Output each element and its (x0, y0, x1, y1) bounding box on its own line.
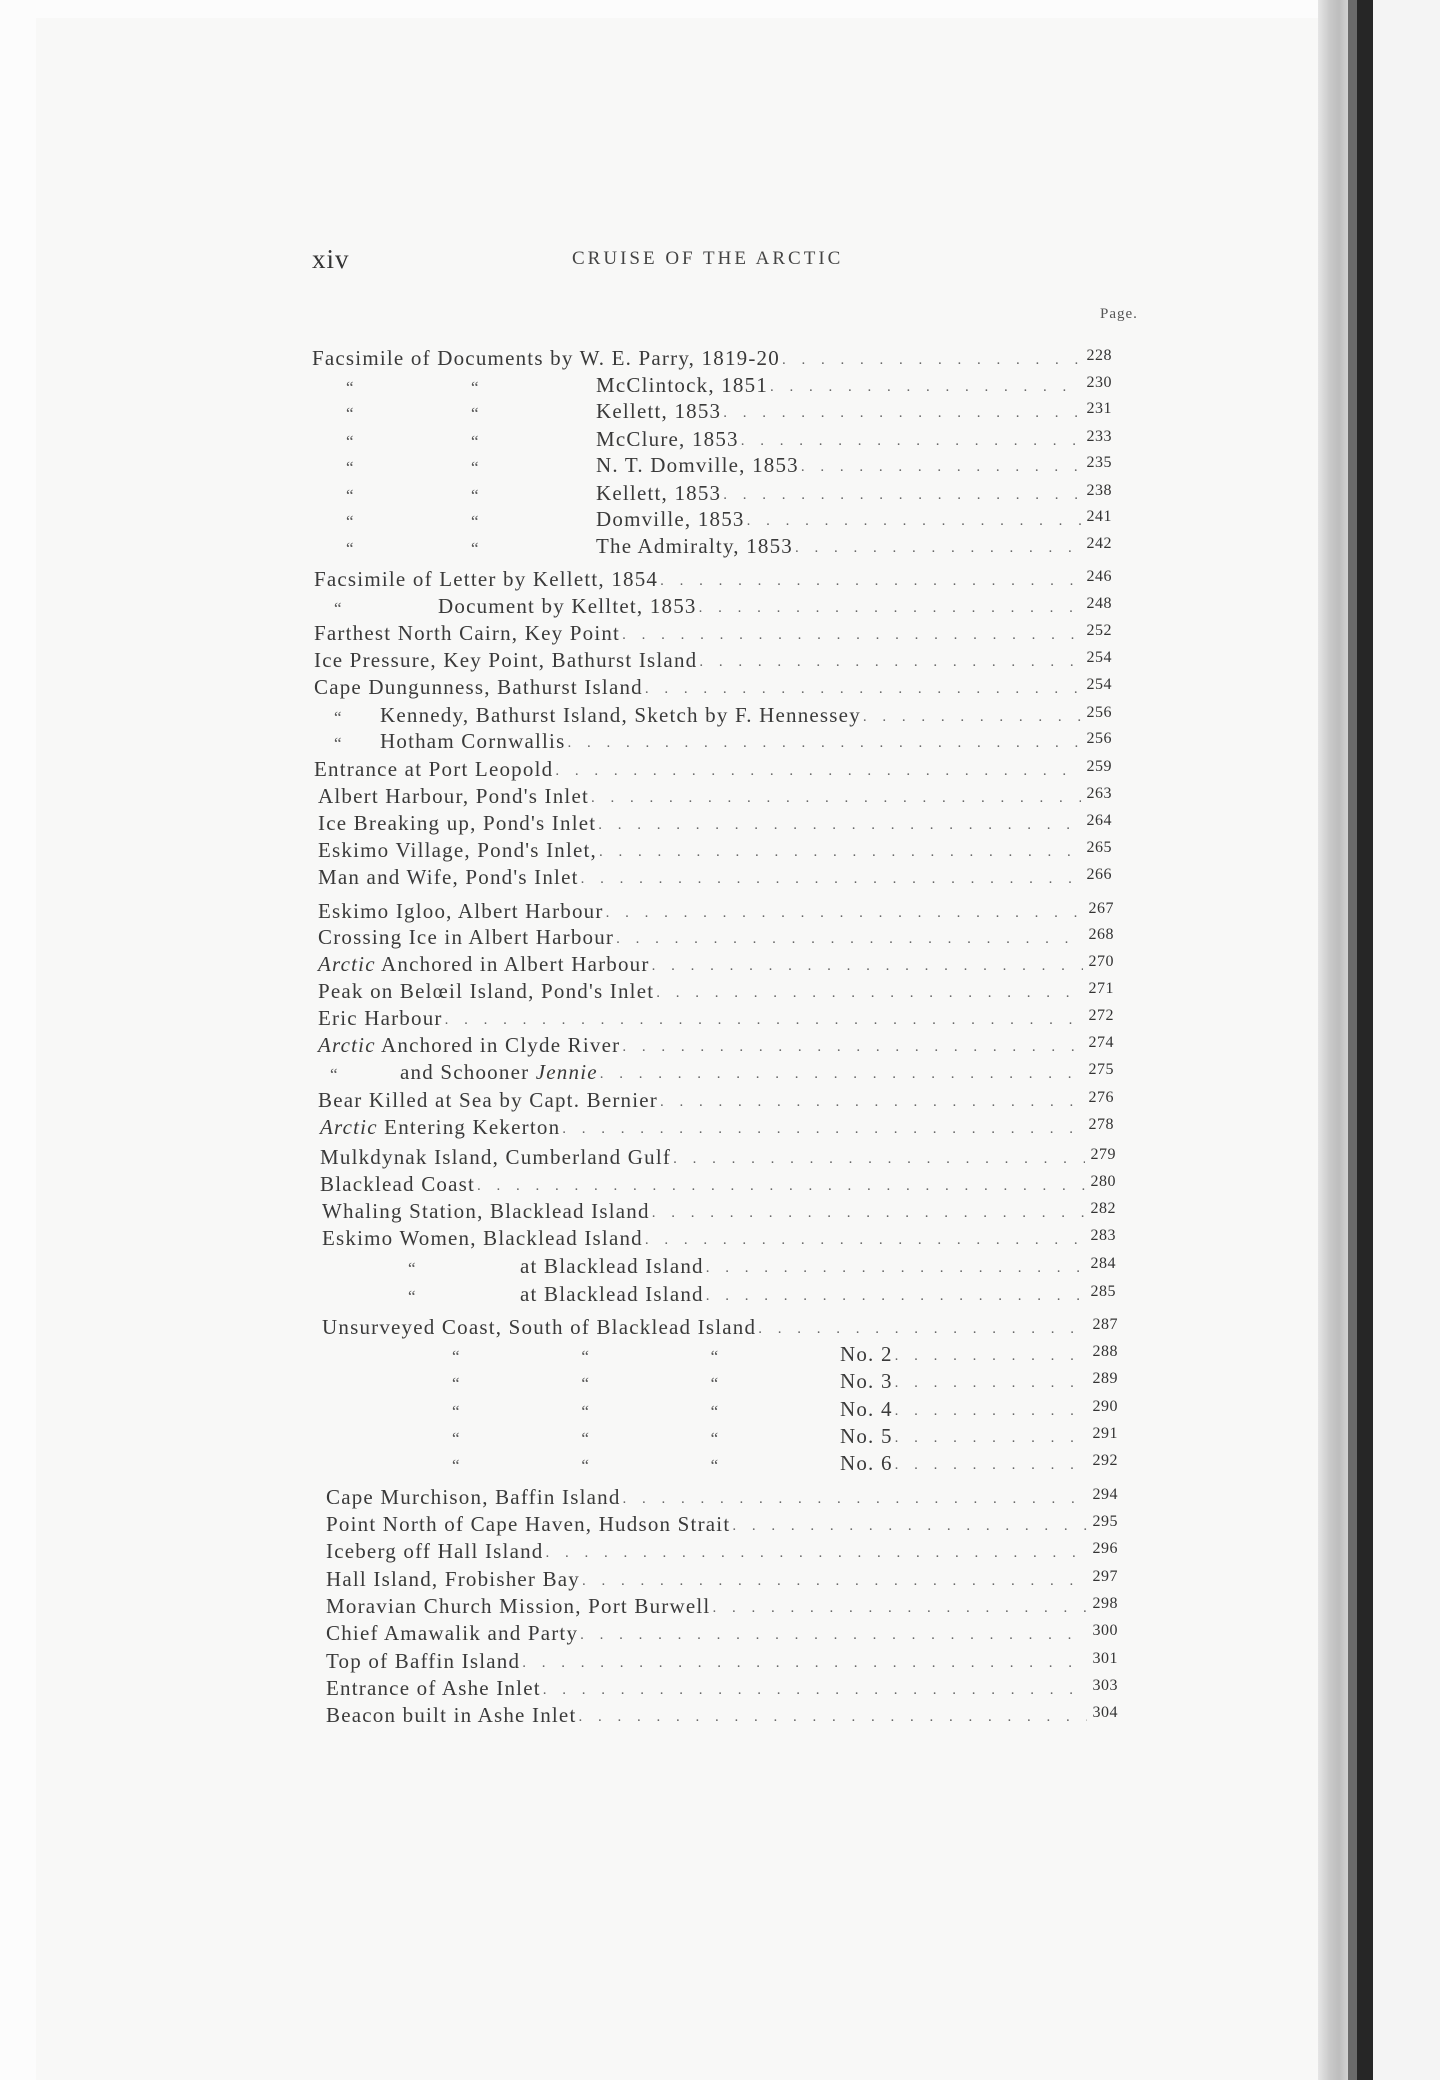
entry-title (400, 1060, 598, 1085)
dot-leader (616, 931, 1082, 950)
entry-title (326, 1567, 580, 1592)
dot-leader (795, 540, 1081, 559)
entry-title-text: No. 3 (839, 1369, 893, 1393)
entry-title-text: Kellett, 1853 (596, 399, 722, 423)
ditto-mark: “ (334, 599, 343, 618)
ditto-mark: “ (471, 458, 480, 477)
page-number: 235 (1086, 454, 1112, 471)
ditto-mark: “ (471, 539, 480, 558)
page-number: 268 (1088, 926, 1114, 943)
page-number: 282 (1090, 1200, 1116, 1217)
page-number: 254 (1086, 676, 1112, 693)
toc-entry (312, 345, 1112, 371)
toc-entry (318, 978, 1114, 1004)
ditto-mark: “ (346, 432, 355, 451)
page-number: 275 (1088, 1061, 1114, 1078)
toc-entry (326, 1538, 1118, 1564)
entry-title-text: Iceberg off Hall Island (326, 1539, 544, 1563)
toc-entry (318, 864, 1112, 890)
toc-entry (314, 674, 1112, 700)
ditto-mark: “ (346, 539, 355, 558)
page-folio: xiv (312, 244, 350, 274)
entry-title (326, 1594, 710, 1619)
page-number: 300 (1092, 1622, 1118, 1639)
entry-title-text: Kellett, 1853 (596, 481, 722, 505)
toc-entry (326, 1566, 1118, 1592)
dot-leader (567, 735, 1080, 754)
toc-entry (326, 1620, 1118, 1646)
toc-entry (330, 1059, 1114, 1085)
entry-title (314, 621, 620, 646)
entry-title-text: McClintock, 1851 (596, 373, 769, 397)
toc-entry (314, 566, 1112, 592)
toc-entry (322, 1198, 1116, 1224)
entry-title (596, 453, 799, 478)
entry-title-text: Ice Breaking up, Pond's Inlet (318, 811, 597, 835)
entry-title (318, 811, 596, 836)
entry-title-text: Entrance at Port Leopold (314, 757, 554, 781)
ditto-mark: “ (581, 1347, 591, 1366)
page-number: 242 (1086, 535, 1112, 552)
entry-title (596, 427, 739, 452)
ditto-mark: “ (581, 1402, 591, 1421)
toc-entry (346, 372, 1112, 398)
dot-leader (522, 1655, 1086, 1674)
page-number: 280 (1090, 1173, 1116, 1190)
ditto-mark: “ (452, 1374, 461, 1393)
entry-title-text: at Blacklead Island (520, 1254, 704, 1278)
toc-entry (318, 1087, 1114, 1113)
ditto-mark: “ (452, 1402, 461, 1421)
ship-name: Arctic (320, 1115, 378, 1139)
dot-leader (581, 871, 1081, 890)
entry-title-text: Chief Amawalik and Party (326, 1621, 579, 1645)
dot-leader (656, 985, 1082, 1004)
dot-leader (741, 433, 1081, 452)
ditto-mark: “ (334, 734, 343, 753)
entry-title (318, 838, 597, 863)
page-number: 294 (1092, 1486, 1118, 1503)
entry-title-text: Crossing Ice in Albert Harbour (318, 925, 615, 949)
dot-leader (895, 1457, 1087, 1476)
entry-title-text: Entrance of Ashe Inlet (326, 1676, 541, 1700)
dot-leader (622, 627, 1080, 646)
entry-title-text: Mulkdynak Island, Cumberland Gulf (320, 1145, 672, 1169)
entry-title (318, 952, 650, 977)
page-number: 278 (1088, 1116, 1114, 1133)
toc-entry (408, 1281, 1116, 1307)
entry-title (326, 1703, 577, 1728)
toc-entry (320, 1171, 1116, 1197)
page-number: 303 (1092, 1677, 1118, 1694)
entry-title (438, 594, 697, 619)
ditto-mark: “ (710, 1347, 720, 1366)
entry-title-text: Eskimo Village, Pond's Inlet, (318, 838, 598, 862)
entry-title-text: Document by Kelltet, 1853 (438, 594, 697, 618)
toc-entry (318, 924, 1114, 950)
dot-leader (660, 573, 1080, 592)
toc-entry (408, 1253, 1116, 1279)
dot-leader (801, 459, 1081, 478)
toc-entry (314, 620, 1112, 646)
entry-title-text: Anchored in Albert Harbour (375, 952, 650, 976)
entry-title-text: Man and Wife, Pond's Inlet (318, 865, 579, 889)
toc-entry (320, 1114, 1114, 1140)
toc-entry (318, 1005, 1114, 1031)
entry-title-text: Peak on Belœil Island, Pond's Inlet (318, 979, 655, 1003)
page-number: 296 (1092, 1540, 1118, 1557)
entry-title (318, 899, 604, 924)
entry-title-text: Kennedy, Bathurst Island, Sketch by F. Hennessey (380, 703, 861, 727)
dot-leader (712, 1600, 1086, 1619)
page-number: 228 (1086, 347, 1112, 364)
dot-leader (622, 1039, 1082, 1058)
entry-title (840, 1424, 893, 1449)
toc-entry (346, 480, 1112, 506)
page-number: 285 (1090, 1283, 1116, 1300)
ship-name: Arctic (318, 952, 376, 976)
page-number: 256 (1086, 730, 1112, 747)
binding-gutter (1357, 0, 1373, 2080)
entry-title (322, 1226, 643, 1251)
entry-title-text: Farthest North Cairn, Key Point (314, 621, 621, 645)
toc-entry (334, 702, 1112, 728)
entry-title-text: Domville, 1853 (596, 507, 745, 531)
entry-title (596, 534, 793, 559)
ditto-mark: “ (334, 708, 343, 727)
entry-title (326, 1621, 578, 1646)
running-title: CRUISE OF THE ARCTIC (572, 248, 844, 269)
page-number: 290 (1092, 1398, 1118, 1415)
page-number: 298 (1092, 1595, 1118, 1612)
dot-leader (477, 1178, 1084, 1197)
dot-leader (591, 790, 1081, 809)
dot-leader (723, 405, 1080, 424)
entry-title (380, 729, 565, 754)
toc-entry (318, 898, 1114, 924)
ditto-mark: “ (581, 1456, 591, 1475)
dot-leader (706, 1260, 1085, 1279)
ditto-mark: “ (452, 1347, 461, 1366)
page-number: 264 (1086, 812, 1112, 829)
entry-title (840, 1369, 893, 1394)
ditto-mark: “ (710, 1429, 720, 1448)
entry-title (326, 1485, 621, 1510)
entry-title (596, 507, 745, 532)
toc-entry (334, 593, 1112, 619)
toc-entry (334, 728, 1112, 754)
ditto-mark: “ (471, 404, 480, 423)
dot-leader (562, 1121, 1082, 1140)
dot-leader (623, 1491, 1087, 1510)
toc-entry (326, 1648, 1118, 1674)
entry-title (380, 703, 861, 728)
page-number: 241 (1086, 508, 1112, 525)
page-number: 238 (1086, 482, 1112, 499)
toc-entry (314, 647, 1112, 673)
entry-title (596, 481, 721, 506)
toc-entry (326, 1511, 1118, 1537)
page-number: 270 (1088, 953, 1114, 970)
dot-leader (652, 1205, 1085, 1224)
ditto-mark: “ (710, 1456, 720, 1475)
toc-entry (318, 1032, 1114, 1058)
ditto-mark: “ (471, 432, 480, 451)
entry-title-text: and Schooner (400, 1060, 536, 1084)
page-number: 284 (1090, 1255, 1116, 1272)
page-number: 267 (1088, 900, 1114, 917)
entry-title (596, 399, 721, 424)
entry-title-text: Blacklead Coast (320, 1172, 476, 1196)
dot-leader (580, 1627, 1086, 1646)
ditto-mark: “ (710, 1374, 720, 1393)
dot-leader (582, 1573, 1087, 1592)
dot-leader (706, 1288, 1085, 1307)
dot-leader (895, 1348, 1087, 1367)
toc-entry (326, 1484, 1118, 1510)
ditto-mark: “ (452, 1429, 461, 1448)
page-column-label: Page. (1100, 306, 1138, 322)
entry-title-text: Entering Kekerton (377, 1115, 561, 1139)
toc-entry (346, 452, 1112, 478)
entry-title (326, 1649, 520, 1674)
entry-title (322, 1315, 756, 1340)
ditto-mark: “ (346, 404, 355, 423)
entry-title (840, 1451, 893, 1476)
entry-title (840, 1342, 893, 1367)
dot-leader (598, 817, 1080, 836)
entry-title (320, 1172, 475, 1197)
entry-title-text: Eskimo Women, Blacklead Island (322, 1226, 643, 1250)
toc-entry (452, 1396, 1118, 1422)
dot-leader (645, 681, 1081, 700)
page-number: 295 (1092, 1513, 1118, 1530)
entry-title-text: Unsurveyed Coast, South of Blacklead Island (322, 1315, 757, 1339)
dot-leader (579, 1709, 1087, 1728)
dot-leader (895, 1375, 1087, 1394)
page-number: 246 (1086, 568, 1112, 585)
toc-entry (346, 506, 1112, 532)
toc-entry (322, 1314, 1118, 1340)
entry-title-text: Moravian Church Mission, Port Burwell (326, 1594, 711, 1618)
ship-name: Arctic (318, 1033, 376, 1057)
entry-title-text: Hotham Cornwallis (380, 729, 566, 753)
dot-leader (546, 1545, 1087, 1564)
entry-title-text: N. T. Domville, 1853 (596, 453, 799, 477)
entry-title-text: No. 6 (839, 1451, 893, 1475)
entry-title (326, 1512, 730, 1537)
dot-leader (660, 1094, 1083, 1113)
entry-title (314, 675, 643, 700)
ditto-mark: “ (471, 486, 480, 505)
dot-leader (747, 513, 1081, 532)
dot-leader (770, 379, 1080, 398)
entry-title (318, 925, 614, 950)
page-number: 287 (1092, 1316, 1118, 1333)
ditto-mark: “ (452, 1456, 461, 1475)
dot-leader (673, 1151, 1084, 1170)
toc-entry (346, 426, 1112, 452)
entry-title-text: at Blacklead Island (520, 1282, 704, 1306)
dot-leader (699, 600, 1081, 619)
entry-title (318, 1033, 620, 1058)
dot-leader (645, 1232, 1085, 1251)
dot-leader (723, 487, 1080, 506)
entry-title (326, 1676, 541, 1701)
entry-title (318, 1006, 443, 1031)
toc-entry (326, 1675, 1118, 1701)
ditto-mark: “ (346, 486, 355, 505)
entry-title-text: Bear Killed at Sea by Capt. Bernier (318, 1088, 658, 1112)
page-number: 259 (1086, 758, 1112, 775)
scan-margin-right (1373, 0, 1440, 2080)
entry-title-text: Eric Harbour (318, 1006, 443, 1030)
dot-leader (895, 1430, 1087, 1449)
entry-title (322, 1199, 650, 1224)
entry-title-text: McClure, 1853 (596, 427, 739, 451)
toc-entry (346, 533, 1112, 559)
page-edge-shadow (1318, 0, 1348, 2080)
dot-leader (732, 1518, 1086, 1537)
page-number: 271 (1088, 980, 1114, 997)
entry-title-text: No. 2 (839, 1342, 893, 1366)
ditto-mark: “ (471, 512, 480, 531)
dot-leader (555, 763, 1080, 782)
entry-title-text: The Admiralty, 1853 (596, 534, 793, 558)
entry-title-text: No. 5 (839, 1424, 893, 1448)
page-number: 265 (1086, 839, 1112, 856)
toc-entry (318, 810, 1112, 836)
toc-entry (452, 1341, 1118, 1367)
toc-entry (452, 1450, 1118, 1476)
page-number: 263 (1086, 785, 1112, 802)
toc-entry (346, 398, 1112, 424)
entry-title-text: Eskimo Igloo, Albert Harbour (318, 899, 604, 923)
ditto-mark: “ (710, 1402, 720, 1421)
entry-title-text: Top of Baffin Island (326, 1649, 521, 1673)
entry-title (314, 567, 658, 592)
page-number: 291 (1092, 1425, 1118, 1442)
entry-title-text: Cape Dungunness, Bathurst Island (314, 675, 643, 699)
dot-leader (699, 654, 1080, 673)
dot-leader (600, 1066, 1083, 1085)
dot-leader (445, 1012, 1083, 1031)
toc-entry (322, 1225, 1116, 1251)
page-number: 230 (1086, 374, 1112, 391)
page-number: 233 (1086, 428, 1112, 445)
page-number: 266 (1086, 866, 1112, 883)
page-number: 248 (1086, 595, 1112, 612)
toc-entry (318, 783, 1112, 809)
entry-title (320, 1115, 560, 1140)
toc-entry (320, 1144, 1116, 1170)
entry-title-text: Whaling Station, Blacklead Island (322, 1199, 650, 1223)
entry-title (314, 648, 697, 673)
toc-entry (326, 1593, 1118, 1619)
page-number: 274 (1088, 1034, 1114, 1051)
entry-title (320, 1145, 671, 1170)
entry-title (318, 1088, 658, 1113)
dot-leader (895, 1403, 1087, 1422)
entry-title (520, 1282, 704, 1307)
page-number: 256 (1086, 704, 1112, 721)
toc-entry (318, 837, 1112, 863)
entry-title-text: Cape Murchison, Baffin Island (326, 1485, 621, 1509)
ditto-mark: “ (346, 378, 355, 397)
ditto-mark: “ (471, 378, 480, 397)
dot-leader (652, 958, 1083, 977)
dot-leader (606, 905, 1083, 924)
dot-leader (758, 1321, 1086, 1340)
entry-title-text: Facsimile of Documents by W. E. Parry, 1819-20 (312, 346, 780, 370)
entry-title (596, 373, 768, 398)
page-number: 304 (1092, 1704, 1118, 1721)
ditto-mark: “ (581, 1429, 591, 1448)
page-number: 301 (1092, 1650, 1118, 1667)
entry-title-text: Hall Island, Frobisher Bay (326, 1567, 580, 1591)
entry-title-text: Facsimile of Letter by Kellett, 1854 (314, 567, 659, 591)
toc-entry (326, 1702, 1118, 1728)
page-number: 254 (1086, 649, 1112, 666)
binding-edge (1348, 0, 1357, 2080)
ditto-mark: “ (581, 1374, 591, 1393)
entry-title (520, 1254, 704, 1279)
page-number: 292 (1092, 1452, 1118, 1469)
page-number: 252 (1086, 622, 1112, 639)
toc-entry (452, 1423, 1118, 1449)
ditto-mark: “ (330, 1065, 339, 1084)
ditto-mark: “ (408, 1259, 417, 1278)
page-number: 231 (1086, 400, 1112, 417)
entry-title-text: Beacon built in Ashe Inlet (326, 1703, 577, 1727)
page-number: 297 (1092, 1568, 1118, 1585)
ditto-mark: “ (346, 512, 355, 531)
ditto-mark: “ (346, 458, 355, 477)
page-number: 272 (1088, 1007, 1114, 1024)
entry-title-text: Point North of Cape Haven, Hudson Strait (326, 1512, 731, 1536)
toc-entry (318, 951, 1114, 977)
entry-title-text: Ice Pressure, Key Point, Bathurst Island (314, 648, 698, 672)
page-number: 276 (1088, 1089, 1114, 1106)
entry-title-text: Albert Harbour, Pond's Inlet (318, 784, 589, 808)
ditto-mark: “ (408, 1287, 417, 1306)
entry-title (318, 979, 654, 1004)
page-number: 289 (1092, 1370, 1118, 1387)
dot-leader (863, 709, 1081, 728)
toc-entry (314, 756, 1112, 782)
entry-title (840, 1397, 893, 1422)
dot-leader (599, 844, 1080, 863)
entry-title-text: Anchored in Clyde River (375, 1033, 621, 1057)
entry-title (318, 784, 589, 809)
dot-leader (782, 352, 1081, 371)
entry-title (318, 865, 579, 890)
dot-leader (543, 1682, 1087, 1701)
entry-title (326, 1539, 544, 1564)
entry-title (314, 757, 553, 782)
page-number: 279 (1090, 1146, 1116, 1163)
entry-title-text: No. 4 (839, 1397, 893, 1421)
entry-title (312, 346, 780, 371)
page-number: 288 (1092, 1343, 1118, 1360)
schooner-name: Jennie (535, 1060, 598, 1084)
page-number: 283 (1090, 1227, 1116, 1244)
toc-entry (452, 1368, 1118, 1394)
